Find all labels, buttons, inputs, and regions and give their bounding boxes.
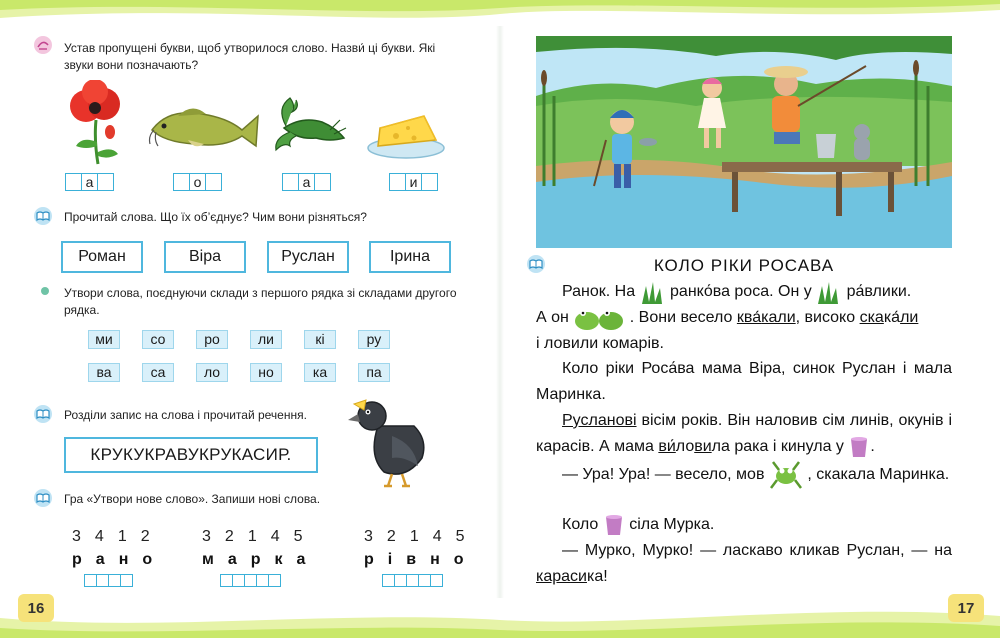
story-paragraph-1: Ранок. На ранко́ва роса. Он у ра́влики. А он . Вони весело ква́кали, високо скака́ли і ловили комарів. <box>536 279 952 357</box>
name-card: Віра <box>164 241 246 273</box>
letter-blank[interactable] <box>173 173 190 191</box>
given-letter: а <box>298 173 315 191</box>
name-card: Роман <box>61 241 143 273</box>
syllable-chip[interactable]: па <box>358 363 390 382</box>
syllable-chip[interactable]: ли <box>250 330 282 349</box>
jumbled-phrase-box: КРУКУКРАВУКРУКАСИР. <box>64 437 318 473</box>
syllable-chip[interactable]: ми <box>88 330 120 349</box>
syllable-chip[interactable]: ру <box>358 330 390 349</box>
grass-icon <box>816 280 842 304</box>
syllable-chip[interactable]: со <box>142 330 174 349</box>
task2-instruction: Прочитай слова. Що їх об’єднує? Чим вони різняться? <box>64 210 367 224</box>
frogs-icon <box>573 305 625 331</box>
story-paragraph-5: Коло сіла Мурка. <box>536 512 952 538</box>
word3-letter-boxes[interactable] <box>282 173 330 191</box>
given-letter: о <box>189 173 206 191</box>
game3-answer-boxes[interactable] <box>382 574 442 587</box>
story-title: КОЛО РІКИ РОСАВА <box>653 256 835 275</box>
page-number-left: 16 <box>18 594 54 622</box>
game1-letters: р а н о <box>72 551 153 568</box>
story-paragraph-3: Русланові вісім років. Він наловив сім линів, окунів і карасів. А мама ви́ловила рака і кинула у . <box>536 408 952 460</box>
given-letter: а <box>81 173 98 191</box>
book-icon <box>33 488 53 508</box>
bucket-icon <box>603 513 625 537</box>
letter-blank[interactable] <box>282 173 299 191</box>
word4-letter-boxes[interactable] <box>389 173 437 191</box>
game1-answer-boxes[interactable] <box>84 574 132 587</box>
page-number-right: 17 <box>948 594 984 622</box>
syllable-chip[interactable]: са <box>142 363 174 382</box>
jumping-frog-icon <box>769 460 803 490</box>
game2-letters: м а р к а <box>202 551 306 568</box>
river-fishing-illustration <box>536 36 952 248</box>
cheese-icon <box>366 108 446 160</box>
crow-holding-cheese-icon <box>348 396 434 488</box>
game1-digits: 3 4 1 2 <box>72 528 150 545</box>
game2-digits: 3 2 1 4 5 <box>202 528 303 545</box>
game2-answer-boxes[interactable] <box>220 574 280 587</box>
task5-instruction: Гра «Утвори нове слово». Запиши нові слова. <box>64 492 321 506</box>
task4-instruction: Розділи запис на слова і прочитай речення. <box>64 408 307 422</box>
word1-letter-boxes[interactable] <box>65 173 113 191</box>
syllable-chip[interactable]: ло <box>196 363 228 382</box>
given-letter: и <box>405 173 422 191</box>
crayfish-icon <box>270 92 350 154</box>
bucket-icon <box>848 435 870 459</box>
letter-blank[interactable] <box>205 173 222 191</box>
task3-instruction: Утвори слова, поєднуючи склади з першого рядка зі складами другого рядка. <box>64 286 457 317</box>
letter-blank[interactable] <box>97 173 114 191</box>
game3-digits: 3 2 1 4 5 <box>364 528 465 545</box>
story-paragraph-4: — Ура! Ура! — весело, мов , скакала Маринка. <box>536 460 952 490</box>
letter-blank[interactable] <box>421 173 438 191</box>
name-card: Руслан <box>267 241 349 273</box>
bullet-dot-icon <box>40 286 50 296</box>
bottom-decorative-band <box>0 598 1000 638</box>
book-icon <box>33 206 53 226</box>
grass-icon <box>640 280 666 304</box>
syllable-chip[interactable]: кі <box>304 330 336 349</box>
letter-blank[interactable] <box>389 173 406 191</box>
story-paragraph-6: — Мурко, Мурко! — ласкаво кликав Руслан, — на карасика! <box>536 542 952 585</box>
story-paragraph-2: Коло ріки Роса́ва мама Віра, синок Руслан і мала Маринка. <box>536 360 952 403</box>
game3-letters: р і в н о <box>364 551 464 568</box>
syllable-chip[interactable]: ка <box>304 363 336 382</box>
speak-task-icon <box>33 35 53 55</box>
catfish-icon <box>148 100 260 152</box>
page-gutter <box>496 26 504 598</box>
task1-instruction: Устав пропущені букви, щоб утворилося слово. Назви́ ці букви. Які звуки вони позначають? <box>64 41 436 72</box>
name-card: Ірина <box>369 241 451 273</box>
syllable-chip[interactable]: ва <box>88 363 120 382</box>
word2-letter-boxes[interactable] <box>173 173 221 191</box>
poppy-flower-icon <box>66 80 124 166</box>
syllable-chip[interactable]: но <box>250 363 282 382</box>
top-decorative-band <box>0 0 1000 26</box>
letter-blank[interactable] <box>65 173 82 191</box>
syllable-chip[interactable]: ро <box>196 330 228 349</box>
book-icon <box>33 404 53 424</box>
letter-blank[interactable] <box>314 173 331 191</box>
